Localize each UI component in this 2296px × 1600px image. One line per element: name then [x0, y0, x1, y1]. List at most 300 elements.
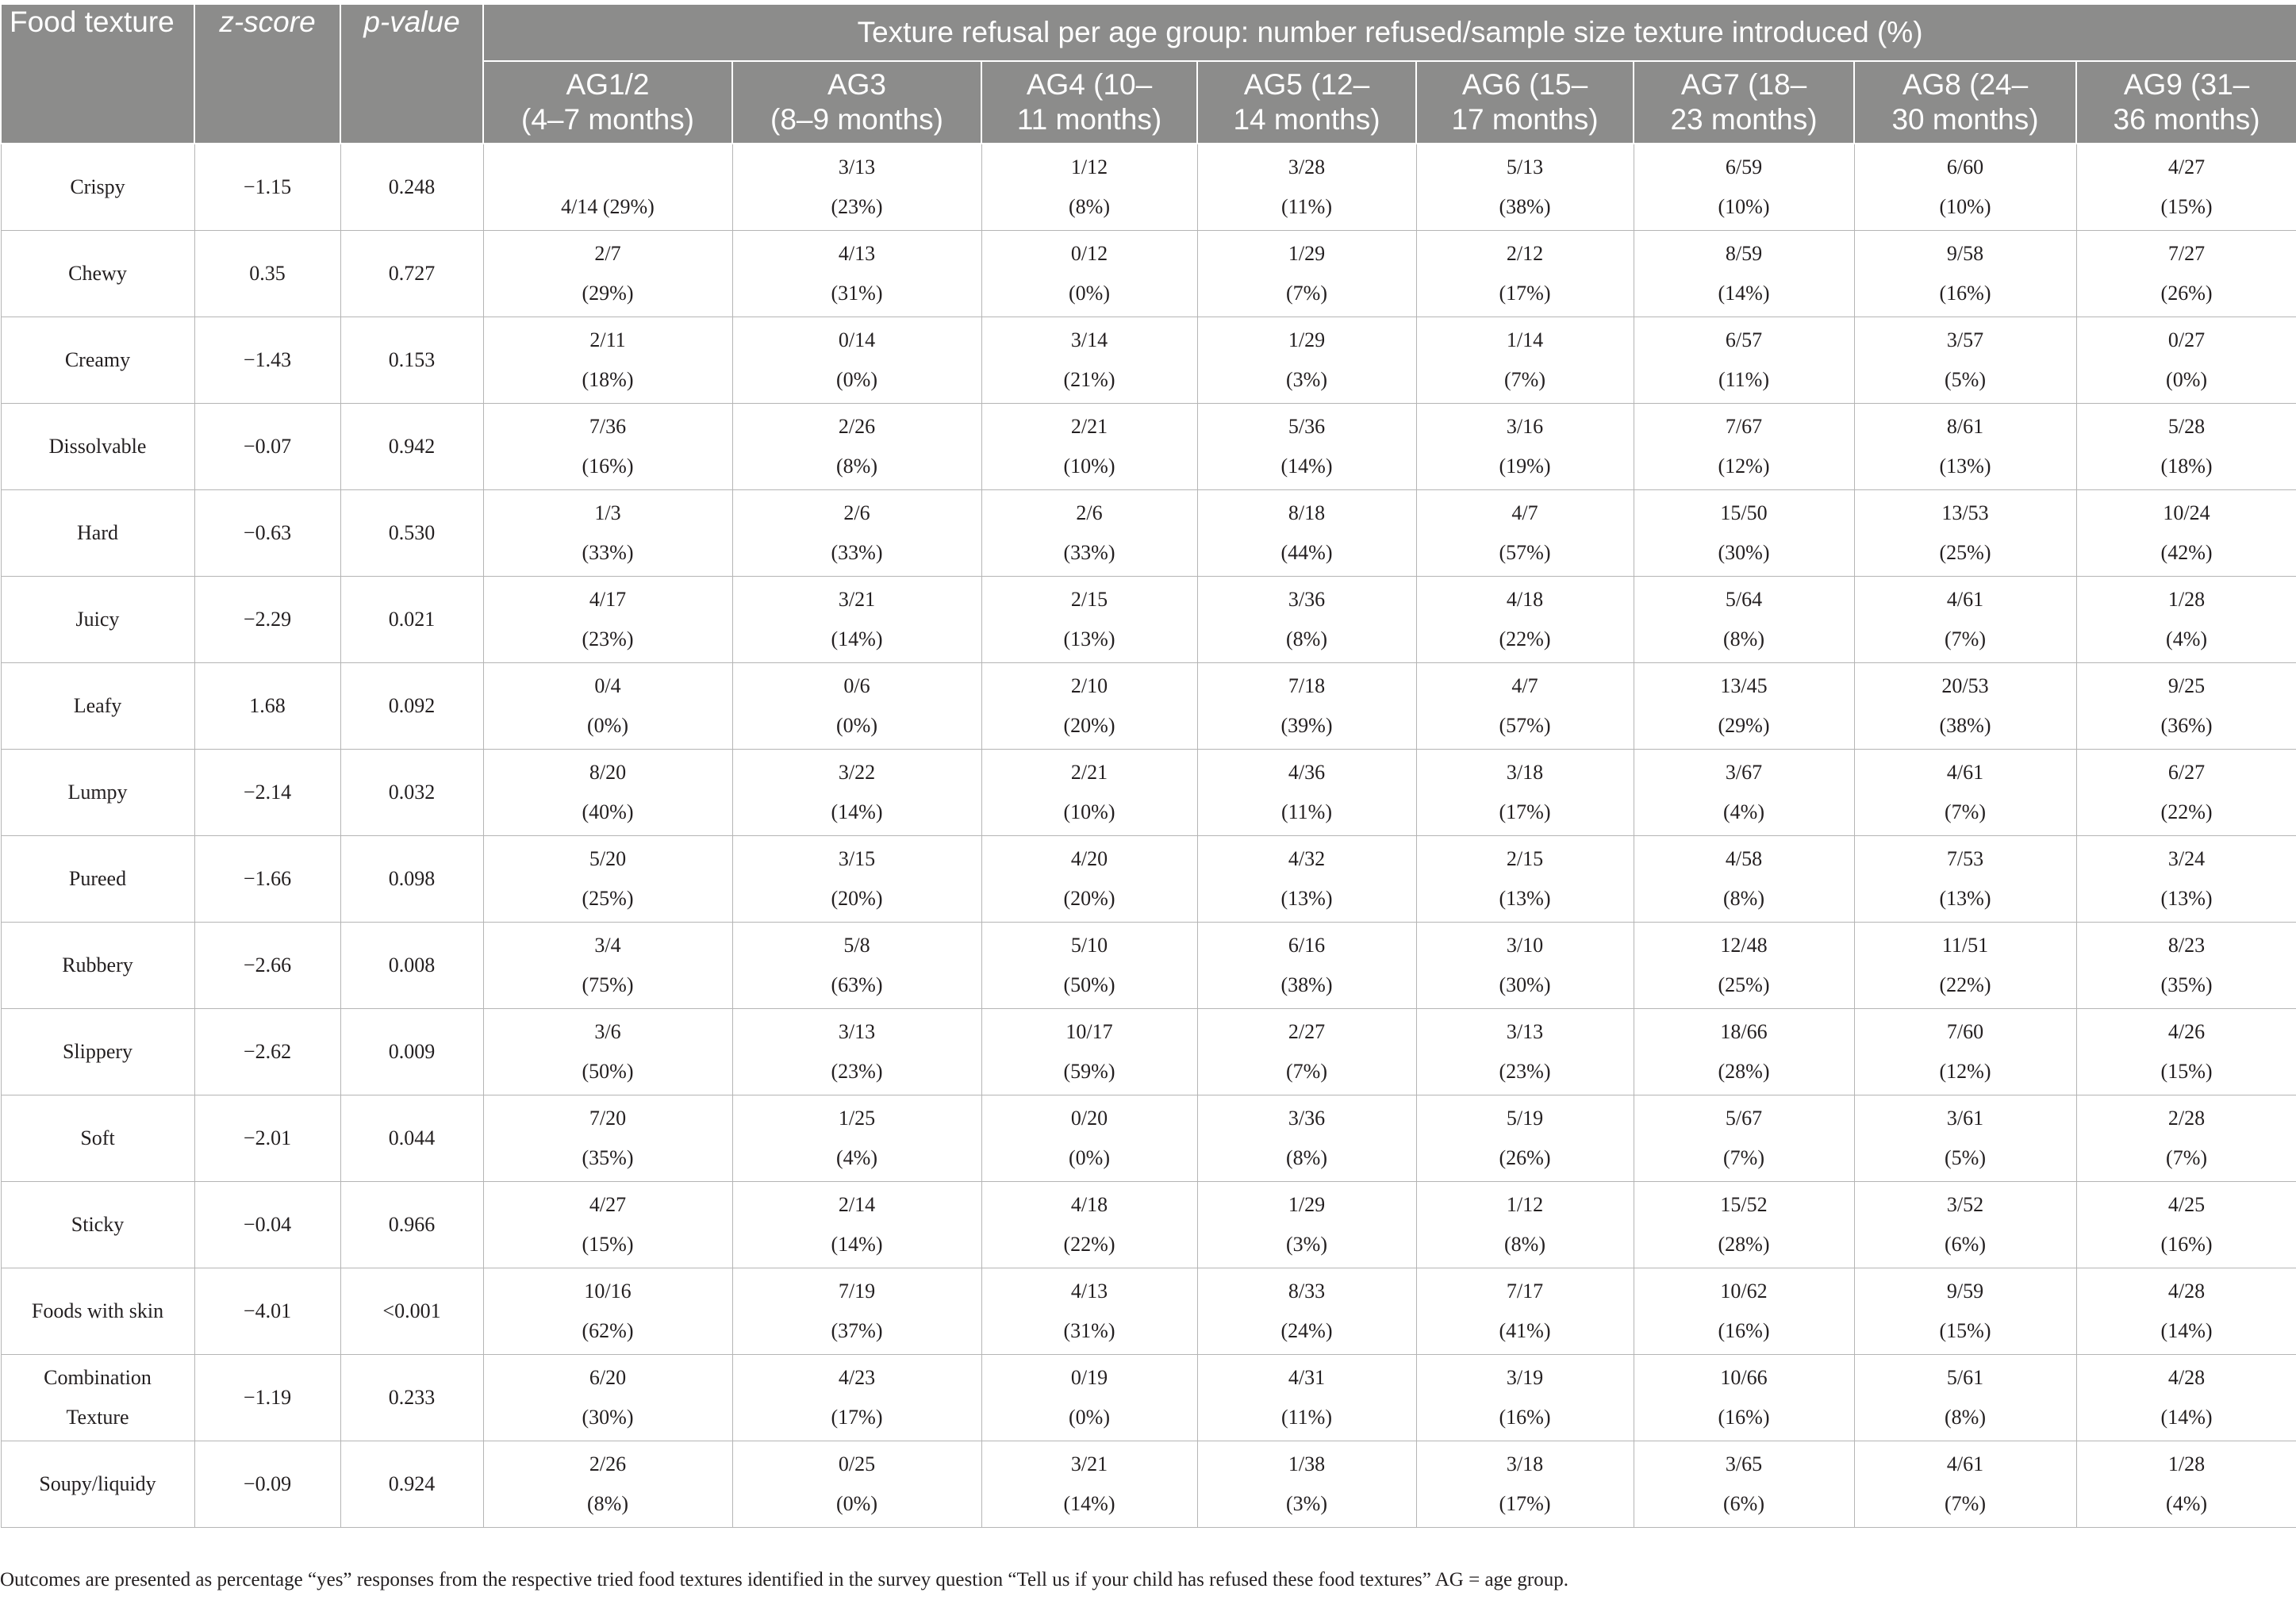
refusal-cell [1634, 317, 1854, 404]
food-texture-cell [1, 750, 194, 836]
food-texture-label: Hard [77, 521, 118, 544]
refused-count: 1/29 [1288, 242, 1326, 265]
refused-percent: (14%) [2160, 1319, 2213, 1342]
refusal-cell [1854, 144, 2076, 231]
refusal-cell [1416, 1441, 1634, 1528]
refusal-cell [1854, 923, 2076, 1009]
z-score-cell: −0.63 [194, 490, 340, 577]
refusal-cell [732, 577, 981, 663]
refusal-cell [981, 1441, 1197, 1528]
refusal-cell [1197, 317, 1416, 404]
refused-count: 4/61 [1946, 588, 1984, 611]
refused-count: 9/59 [1946, 1280, 1984, 1303]
refused-count: 6/27 [2167, 761, 2206, 784]
refused-percent: (16%) [582, 455, 634, 478]
age-group-range: 14 months) [1233, 103, 1380, 136]
refused-count: 5/67 [1725, 1107, 1763, 1130]
refused-count: 2/14 [838, 1193, 876, 1216]
refused-count: 2/26 [589, 1452, 627, 1475]
refused-count: 4/18 [1070, 1193, 1108, 1216]
refusal-cell [2076, 231, 2296, 317]
refusal-cell [1854, 1095, 2076, 1182]
refusal-cell [1416, 923, 1634, 1009]
refusal-cell [483, 144, 732, 231]
refusal-cell [1854, 317, 2076, 404]
age-group-name: AG5 (12– [1243, 68, 1370, 101]
refused-percent: (7%) [1504, 368, 1545, 391]
header-p-value: p-value [340, 4, 483, 144]
p-value-cell: 0.942 [340, 404, 483, 490]
z-score-cell: 1.68 [194, 663, 340, 750]
refused-count: 4/27 [2167, 155, 2206, 178]
refused-count: 4/7 [1511, 674, 1538, 697]
refused-count: 4/31 [1288, 1366, 1326, 1389]
age-group-range: (4–7 months) [521, 103, 694, 136]
table-row [1, 577, 2296, 663]
refusal-cell [483, 1095, 732, 1182]
header-age-group [1634, 61, 1854, 144]
food-texture-label: Pureed [68, 867, 127, 890]
refusal-cell [732, 1441, 981, 1528]
refusal-cell [1197, 750, 1416, 836]
refusal-cell [1854, 490, 2076, 577]
z-score-cell: −1.15 [194, 144, 340, 231]
refused-percent: (0%) [1069, 1146, 1110, 1169]
refused-count: 7/17 [1506, 1280, 1544, 1303]
refused-percent: 4/14 (29%) [561, 195, 655, 218]
refused-count: 3/16 [1506, 415, 1544, 438]
refusal-cell [2076, 750, 2296, 836]
refused-percent: (20%) [1063, 714, 1115, 737]
z-score-cell: −2.14 [194, 750, 340, 836]
refused-count: 2/15 [1070, 588, 1108, 611]
refusal-cell [1854, 1009, 2076, 1095]
refused-percent: (30%) [1499, 973, 1551, 996]
refused-percent: (23%) [831, 1060, 883, 1083]
food-texture-label: Slippery [62, 1040, 133, 1063]
refused-count: 7/60 [1946, 1020, 1984, 1043]
refusal-cell [1634, 490, 1854, 577]
refusal-cell [1197, 1182, 1416, 1268]
refused-percent: (17%) [831, 1406, 883, 1429]
refusal-cell [1634, 577, 1854, 663]
refused-percent: (50%) [582, 1060, 634, 1083]
refused-percent: (4%) [2166, 627, 2208, 650]
refused-count: 11/51 [1941, 934, 1989, 957]
z-score-cell: −2.01 [194, 1095, 340, 1182]
refused-count: 6/57 [1725, 328, 1763, 351]
refused-percent: (37%) [831, 1319, 883, 1342]
refused-count: 4/28 [2167, 1366, 2206, 1389]
refused-percent: (15%) [1939, 1319, 1991, 1342]
age-group-range: 36 months) [2113, 103, 2260, 136]
refused-count: 5/20 [589, 847, 627, 870]
refused-percent: (0%) [836, 368, 877, 391]
food-texture-cell [1, 1355, 194, 1441]
refused-percent: (31%) [1063, 1319, 1115, 1342]
refusal-cell [1634, 923, 1854, 1009]
refused-count: 8/59 [1725, 242, 1763, 265]
p-value-cell: 0.021 [340, 577, 483, 663]
header-age-group [1416, 61, 1634, 144]
refused-percent: (20%) [1063, 887, 1115, 910]
refusal-cell [1416, 317, 1634, 404]
refused-percent: (16%) [1718, 1406, 1770, 1429]
z-score-cell: −2.66 [194, 923, 340, 1009]
refusal-cell [1416, 1355, 1634, 1441]
refusal-cell [483, 836, 732, 923]
p-value-cell: 0.009 [340, 1009, 483, 1095]
refused-count: 9/58 [1946, 242, 1984, 265]
refused-percent: (25%) [582, 887, 634, 910]
refused-percent: (75%) [582, 973, 634, 996]
refused-count: 18/66 [1720, 1020, 1768, 1043]
refused-percent: (7%) [1286, 1060, 1327, 1083]
refused-percent: (42%) [2160, 541, 2213, 564]
food-texture-label: Crispy [70, 175, 125, 198]
refusal-cell [1197, 231, 1416, 317]
refusal-cell [1197, 577, 1416, 663]
refused-count: 0/14 [838, 328, 876, 351]
refused-percent: (11%) [1280, 1406, 1332, 1429]
refused-count: 6/60 [1946, 155, 1984, 178]
refusal-cell [483, 750, 732, 836]
refused-percent: (0%) [587, 714, 628, 737]
refused-percent: (22%) [1939, 973, 1991, 996]
p-value-cell: 0.153 [340, 317, 483, 404]
refusal-cell [1854, 663, 2076, 750]
refusal-cell [1416, 144, 1634, 231]
refusal-cell [1634, 1182, 1854, 1268]
refused-percent: (28%) [1718, 1233, 1770, 1256]
refused-percent: (15%) [582, 1233, 634, 1256]
refused-percent: (7%) [1723, 1146, 1764, 1169]
refused-percent: (8%) [587, 1492, 628, 1515]
refused-count: 3/21 [838, 588, 876, 611]
food-texture-cell [1, 144, 194, 231]
refused-percent: (20%) [831, 887, 883, 910]
food-texture-cell [1, 1268, 194, 1355]
refused-percent: (13%) [2160, 887, 2213, 910]
refused-count: 1/14 [1506, 328, 1544, 351]
refusal-cell [1197, 404, 1416, 490]
refusal-cell [483, 663, 732, 750]
refused-percent: (22%) [2160, 800, 2213, 823]
food-texture-label: Dissolvable [48, 435, 147, 458]
refused-percent: (5%) [1945, 1146, 1986, 1169]
refusal-cell [2076, 490, 2296, 577]
refusal-cell [732, 144, 981, 231]
header-age-group-span: Texture refusal per age group: number refused/sample size texture introduced (%) [483, 4, 2296, 61]
table-row [1, 144, 2296, 231]
food-texture-cell [1, 317, 194, 404]
refused-percent: (6%) [1723, 1492, 1764, 1515]
refused-count: 3/21 [1070, 1452, 1108, 1475]
refused-count: 4/20 [1070, 847, 1108, 870]
refused-percent: (16%) [1718, 1319, 1770, 1342]
refusal-cell [2076, 577, 2296, 663]
p-value-cell: 0.098 [340, 836, 483, 923]
refusal-cell [1197, 1009, 1416, 1095]
refusal-cell [1416, 836, 1634, 923]
header-food-texture: Food texture [1, 4, 194, 144]
refusal-cell [483, 1182, 732, 1268]
food-texture-cell [1, 1095, 194, 1182]
food-texture-label: Soupy/liquidy [39, 1472, 156, 1495]
refused-count: 1/28 [2167, 588, 2206, 611]
refusal-cell [1197, 490, 1416, 577]
refused-percent: (10%) [1939, 195, 1991, 218]
header-age-group [732, 61, 981, 144]
p-value-cell: 0.248 [340, 144, 483, 231]
refused-percent: (14%) [1280, 455, 1333, 478]
refused-percent: (33%) [582, 541, 634, 564]
refused-count: 2/11 [589, 328, 626, 351]
refused-count: 4/13 [1070, 1280, 1108, 1303]
refused-count: 1/28 [2167, 1452, 2206, 1475]
z-score-cell: −1.19 [194, 1355, 340, 1441]
refusal-cell [1634, 1095, 1854, 1182]
refused-percent: (6%) [1945, 1233, 1986, 1256]
table-row [1, 404, 2296, 490]
refused-percent: (7%) [1945, 800, 1986, 823]
refused-percent: (35%) [2160, 973, 2213, 996]
table-row [1, 231, 2296, 317]
refusal-cell [732, 750, 981, 836]
refused-count: 13/45 [1720, 674, 1768, 697]
refused-percent: (14%) [831, 627, 883, 650]
table-row [1, 923, 2296, 1009]
refusal-cell [732, 663, 981, 750]
refused-count: 0/6 [843, 674, 870, 697]
p-value-cell: 0.044 [340, 1095, 483, 1182]
refused-count: 2/28 [2167, 1107, 2206, 1130]
refused-percent: (0%) [836, 714, 877, 737]
refused-percent: (38%) [1280, 973, 1333, 996]
refused-percent: (4%) [2166, 1492, 2208, 1515]
refused-percent: (16%) [2160, 1233, 2213, 1256]
refused-count: 7/19 [838, 1280, 876, 1303]
refused-percent: (28%) [1718, 1060, 1770, 1083]
refusal-cell [1416, 663, 1634, 750]
refusal-cell [1854, 1182, 2076, 1268]
refused-count: 4/36 [1288, 761, 1326, 784]
refused-count: 5/61 [1946, 1366, 1984, 1389]
refused-count: 3/19 [1506, 1366, 1544, 1389]
age-group-name: AG8 (24– [1902, 68, 2029, 101]
refusal-cell [1634, 663, 1854, 750]
refused-percent: (17%) [1499, 282, 1551, 305]
refused-count: 2/21 [1070, 761, 1108, 784]
food-texture-cell [1, 231, 194, 317]
age-group-range: 17 months) [1451, 103, 1599, 136]
refusal-cell [483, 1268, 732, 1355]
table-row [1, 1355, 2296, 1441]
food-texture-label: Foods with skin [31, 1299, 164, 1322]
refusal-cell [1854, 1441, 2076, 1528]
refusal-cell [1634, 1268, 1854, 1355]
refusal-cell [2076, 1355, 2296, 1441]
header-age-group [1854, 61, 2076, 144]
food-texture-cell [1, 836, 194, 923]
refused-count: 4/17 [589, 588, 627, 611]
table-row [1, 663, 2296, 750]
refusal-cell [1854, 1355, 2076, 1441]
refused-count: 3/18 [1506, 1452, 1544, 1475]
refusal-cell [1854, 404, 2076, 490]
food-texture-cell [1, 1182, 194, 1268]
refusal-cell [981, 144, 1197, 231]
refused-count: 1/12 [1070, 155, 1108, 178]
refused-count: 2/26 [838, 415, 876, 438]
age-group-name: AG4 (10– [1026, 68, 1153, 101]
refused-count: 8/18 [1288, 501, 1326, 524]
refused-percent: (14%) [2160, 1406, 2213, 1429]
refused-percent: (31%) [831, 282, 883, 305]
food-texture-label: Creamy [64, 348, 131, 371]
refused-percent: (13%) [1939, 887, 1991, 910]
refused-count: 3/13 [838, 155, 876, 178]
refused-percent: (26%) [1499, 1146, 1551, 1169]
table-row [1, 836, 2296, 923]
refused-percent: (4%) [1723, 800, 1764, 823]
refused-count: 2/6 [1076, 501, 1103, 524]
refused-count: 6/20 [589, 1366, 627, 1389]
refusal-cell [981, 1095, 1197, 1182]
refused-percent: (50%) [1063, 973, 1115, 996]
p-value-cell: 0.924 [340, 1441, 483, 1528]
texture-refusal-table [0, 3, 2296, 1528]
refused-percent: (7%) [2166, 1146, 2208, 1169]
refusal-cell [1197, 1095, 1416, 1182]
refusal-cell [981, 836, 1197, 923]
refusal-cell [2076, 1268, 2296, 1355]
refused-count: 8/20 [589, 761, 627, 784]
refusal-cell [2076, 1009, 2296, 1095]
refused-percent: (62%) [582, 1319, 634, 1342]
refusal-cell [1416, 404, 1634, 490]
refused-percent: (12%) [1939, 1060, 1991, 1083]
refusal-cell [1634, 1441, 1854, 1528]
food-texture-label: Chewy [68, 262, 127, 285]
refused-count: 7/67 [1725, 415, 1763, 438]
refusal-cell [1416, 1095, 1634, 1182]
refused-count: 15/52 [1720, 1193, 1768, 1216]
refused-count: 3/13 [1506, 1020, 1544, 1043]
refused-count: 3/6 [594, 1020, 621, 1043]
food-texture-label: Juicy [75, 608, 120, 631]
refused-count: 1/12 [1506, 1193, 1544, 1216]
refused-percent: (13%) [1280, 887, 1333, 910]
refusal-cell [981, 577, 1197, 663]
table-row [1, 750, 2296, 836]
refused-count: 2/27 [1288, 1020, 1326, 1043]
refused-count: 4/61 [1946, 761, 1984, 784]
refused-percent: (38%) [1499, 195, 1551, 218]
refusal-cell [1416, 750, 1634, 836]
refused-count: 13/53 [1941, 501, 1989, 524]
refusal-cell [981, 1009, 1197, 1095]
refusal-cell [732, 923, 981, 1009]
refused-count: 7/36 [589, 415, 627, 438]
refusal-cell [981, 490, 1197, 577]
refused-count: 3/24 [2167, 847, 2206, 870]
refusal-cell [1197, 663, 1416, 750]
refusal-cell [732, 231, 981, 317]
refusal-cell [1197, 1268, 1416, 1355]
age-group-range: 30 months) [1891, 103, 2039, 136]
refused-percent: (25%) [1939, 541, 1991, 564]
refused-percent: (7%) [1945, 1492, 1986, 1515]
header-age-group [1197, 61, 1416, 144]
z-score-cell: −2.62 [194, 1009, 340, 1095]
refused-percent: (17%) [1499, 1492, 1551, 1515]
refusal-cell [1634, 1009, 1854, 1095]
refusal-cell [1416, 1268, 1634, 1355]
refused-percent: (7%) [1945, 627, 1986, 650]
table-row [1, 1095, 2296, 1182]
refusal-cell [1634, 231, 1854, 317]
refusal-cell [1416, 1009, 1634, 1095]
refused-count: 10/16 [584, 1280, 632, 1303]
table-row [1, 1009, 2296, 1095]
refusal-cell [981, 1268, 1197, 1355]
refused-percent: (63%) [831, 973, 883, 996]
refusal-cell [981, 404, 1197, 490]
food-texture-label: Rubbery [62, 953, 133, 976]
refusal-cell [981, 231, 1197, 317]
refused-percent: (3%) [1286, 1492, 1327, 1515]
refusal-cell [1197, 836, 1416, 923]
p-value-cell: 0.727 [340, 231, 483, 317]
refused-count: 20/53 [1941, 674, 1989, 697]
refused-percent: (40%) [582, 800, 634, 823]
refused-count: 10/66 [1720, 1366, 1768, 1389]
refusal-cell [1416, 1182, 1634, 1268]
food-texture-label: Texture [66, 1406, 129, 1429]
refused-percent: (23%) [1499, 1060, 1551, 1083]
refused-percent: (36%) [2160, 714, 2213, 737]
refusal-cell [483, 1355, 732, 1441]
refused-percent: (10%) [1718, 195, 1770, 218]
refused-percent: (11%) [1280, 800, 1332, 823]
refusal-cell [732, 404, 981, 490]
refused-percent: (17%) [1499, 800, 1551, 823]
refused-percent: (13%) [1499, 887, 1551, 910]
refusal-cell [483, 317, 732, 404]
refused-count: 9/25 [2167, 674, 2206, 697]
refused-percent: (15%) [2160, 195, 2213, 218]
refusal-cell [1634, 1355, 1854, 1441]
refused-count: 0/19 [1070, 1366, 1108, 1389]
p-value-cell: <0.001 [340, 1268, 483, 1355]
age-group-name: AG9 (31– [2123, 68, 2250, 101]
refused-count: 0/20 [1070, 1107, 1108, 1130]
refused-percent: (38%) [1939, 714, 1991, 737]
refused-percent: (8%) [1945, 1406, 1986, 1429]
p-value-cell: 0.233 [340, 1355, 483, 1441]
refused-percent: (22%) [1063, 1233, 1115, 1256]
refused-count: 4/13 [838, 242, 876, 265]
refused-percent: (59%) [1063, 1060, 1115, 1083]
refused-count: 1/3 [594, 501, 621, 524]
refused-percent: (8%) [1286, 627, 1327, 650]
table-row [1, 490, 2296, 577]
z-score-cell: −4.01 [194, 1268, 340, 1355]
refusal-cell [981, 923, 1197, 1009]
food-texture-label: Lumpy [67, 781, 128, 804]
refused-count: 1/38 [1288, 1452, 1326, 1475]
